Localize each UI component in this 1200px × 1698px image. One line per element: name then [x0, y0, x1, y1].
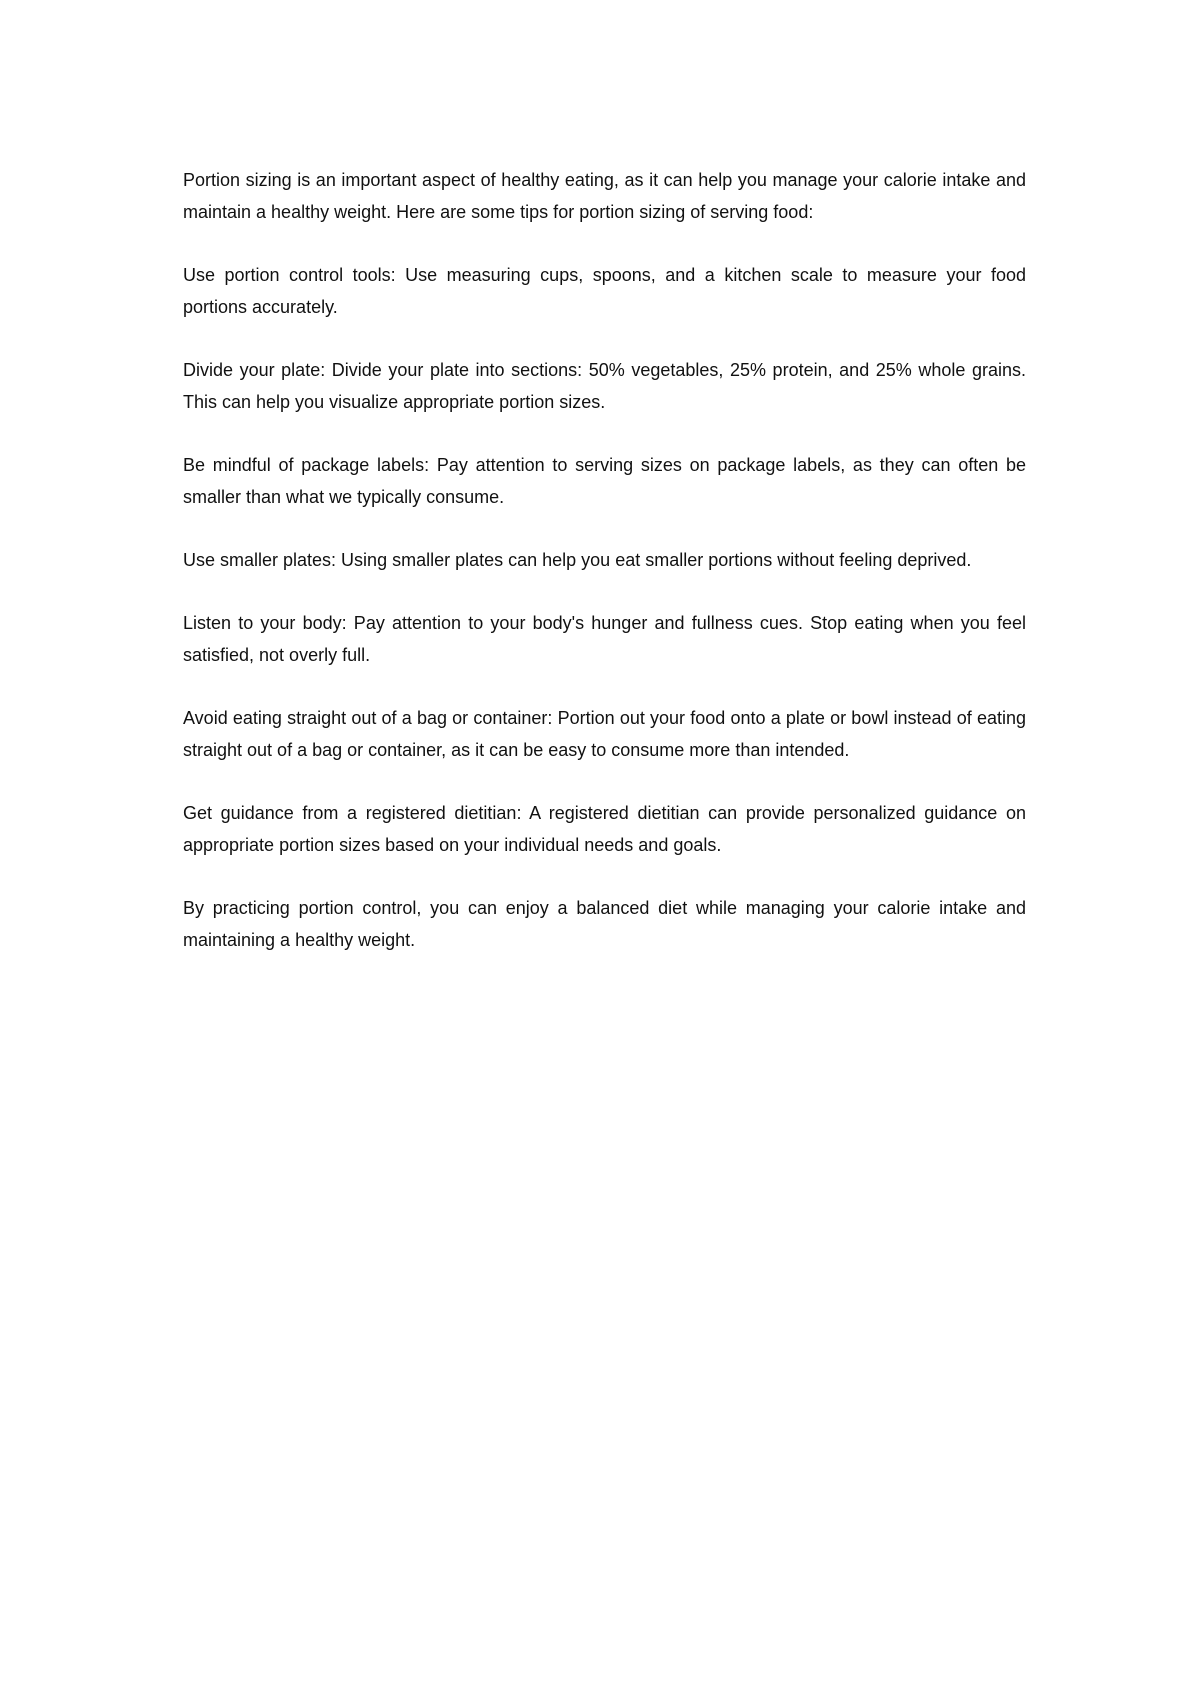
tip-smaller-plates: Use smaller plates: Using smaller plates can help you eat smaller portions without feeling deprived. — [183, 550, 972, 570]
tip-divide-plate: Divide your plate: Divide your plate into sections: 50% vegetables, 25% protein, and 25% whole grains. This can help you visualize appropriate portion sizes. — [183, 360, 1026, 412]
tip-registered-dietitian: Get guidance from a registered dietitian: A registered dietitian can provide personalized guidance on appropriate portion sizes based on your individual needs and goals. — [183, 803, 1026, 855]
tip-avoid-eating-from-bag: Avoid eating straight out of a bag or container: Portion out your food onto a plate or bowl instead of eating straight out of a bag or container, as it can be easy to consume more than intended. — [183, 708, 1026, 760]
tip-package-labels: Be mindful of package labels: Pay attention to serving sizes on package labels, as they can often be smaller than what we typically consume. — [183, 455, 1026, 507]
intro-paragraph: Portion sizing is an important aspect of healthy eating, as it can help you manage your calorie intake and maintain a healthy weight. Here are some tips for portion sizing of serving food: — [183, 170, 1026, 222]
conclusion-paragraph: By practicing portion control, you can enjoy a balanced diet while managing your calorie intake and maintaining a healthy weight. — [183, 898, 1026, 950]
tip-listen-to-body: Listen to your body: Pay attention to your body's hunger and fullness cues. Stop eating when you feel satisfied, not overly full. — [183, 613, 1026, 665]
document-body — [183, 164, 1026, 987]
tip-portion-control-tools: Use portion control tools: Use measuring cups, spoons, and a kitchen scale to measure your food portions accurately. — [183, 265, 1026, 317]
